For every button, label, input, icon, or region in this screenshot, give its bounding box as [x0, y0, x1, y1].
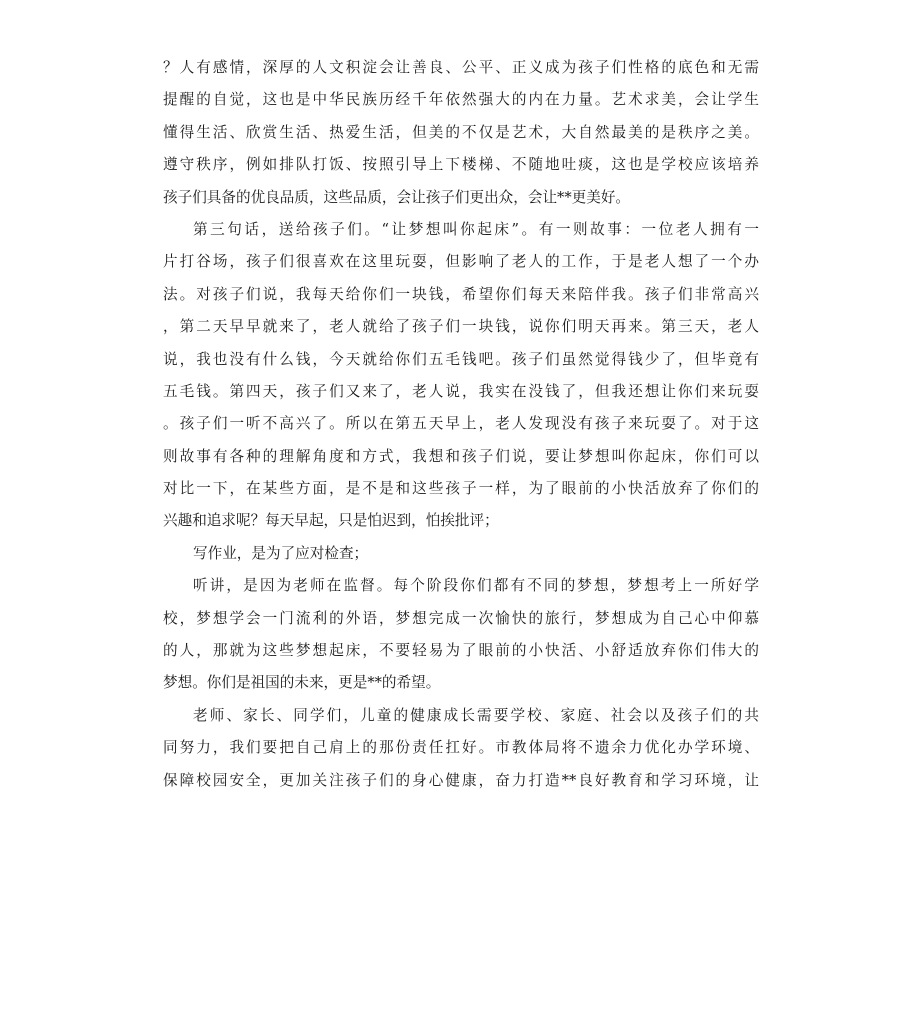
- text-line: 孩子们具备的优良品质，这些品质，会让孩子们更出众，会让**更美好。: [163, 188, 631, 206]
- text-line: 。孩子们一听不高兴了。所以在第五天早上，老人发现没有孩子来玩耍了。对于这: [163, 415, 759, 433]
- text-line: 五毛钱。第四天，孩子们又来了，老人说，我实在没钱了，但我还想让你们来玩耍: [163, 382, 759, 400]
- text-line: 保障校园安全，更加关注孩子们的身心健康，奋力打造**良好教育和学习环境，让: [163, 771, 759, 789]
- paragraph: [163, 214, 759, 538]
- text-line: 懂得生活、欣赏生活、热爱生活，但美的不仅是艺术，大自然最美的是秩序之美。: [163, 123, 759, 141]
- text-line: 法。对孩子们说，我每天给你们一块钱，希望你们每天来陪伴我。孩子们非常高兴: [163, 285, 759, 303]
- text-line: 片打谷场，孩子们很喜欢在这里玩耍，但影响了老人的工作，于是老人想了一个办: [163, 253, 759, 271]
- text-line: 第三句话，送给孩子们。“让梦想叫你起床”。有一则故事：一位老人拥有一: [193, 220, 759, 238]
- paragraph: [163, 52, 759, 214]
- text-line: 提醒的自觉，这也是中华民族历经千年依然强大的内在力量。艺术求美，会让学生: [163, 91, 759, 109]
- paragraph: [163, 538, 759, 570]
- text-line: 老师、家长、同学们，儿童的健康成长需要学校、家庭、社会以及孩子们的共: [193, 706, 759, 724]
- text-line: 遵守秩序，例如排队打饭、按照引导上下楼梯、不随地吐痰，这也是学校应该培养: [163, 156, 759, 174]
- paragraph: [163, 570, 759, 700]
- text-line: ？人有感情，深厚的人文积淀会让善良、公平、正义成为孩子们性格的底色和无需: [163, 59, 759, 76]
- text-line: 的人，那就为这些梦想起床，不要轻易为了眼前的小快活、小舒适放弃你们伟大的: [163, 642, 759, 660]
- text-line: 兴趣和追求呢？每天早起，只是怕迟到，怕挨批评；: [163, 512, 499, 530]
- text-line: 说，我也没有什么钱，今天就给你们五毛钱吧。孩子们虽然觉得钱少了，但毕竟有: [163, 350, 759, 368]
- paragraph: [163, 700, 759, 797]
- text-line: 写作业，是为了应对检查；: [193, 544, 369, 562]
- text-line: ，第二天早早就来了，老人就给了孩子们一块钱，说你们明天再来。第三天，老人: [163, 318, 759, 336]
- text-line: 对比一下，在某些方面，是不是和这些孩子一样，为了眼前的小快活放弃了你们的: [163, 480, 759, 498]
- text-line: 同努力，我们要把自己肩上的那份责任扛好。市教体局将不遗余力优化办学环境、: [163, 739, 759, 757]
- text-line: 听讲，是因为老师在监督。每个阶段你们都有不同的梦想，梦想考上一所好学: [193, 577, 759, 595]
- text-line: 梦想。你们是祖国的未来，更是**的希望。: [163, 674, 441, 692]
- text-line: 校，梦想学会一门流利的外语，梦想完成一次愉快的旅行，梦想成为自己心中仰慕: [163, 609, 759, 627]
- text-line: 则故事有各种的理解角度和方式，我想和孩子们说，要让梦想叫你起床，你们可以: [163, 447, 759, 465]
- document-body: [163, 52, 759, 797]
